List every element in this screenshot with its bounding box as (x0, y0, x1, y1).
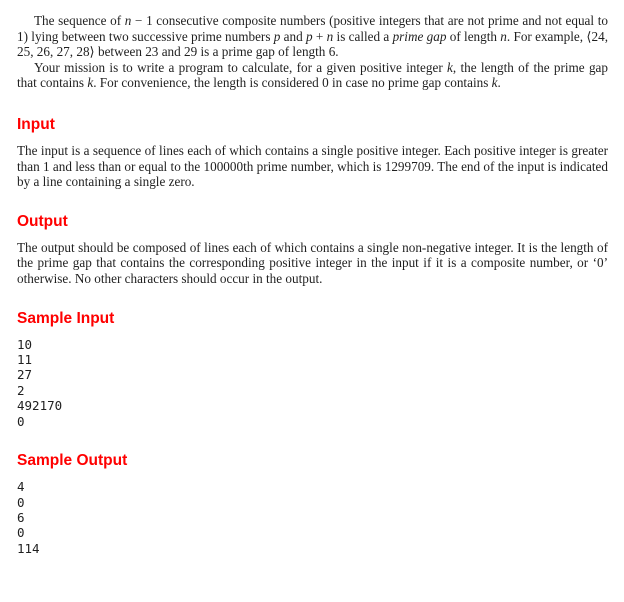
sample-output-block (17, 479, 608, 556)
math-italic-text: k (87, 75, 94, 91)
code-line: 6 (17, 509, 25, 525)
code-line: 4 (17, 479, 25, 495)
text-run: . For convenience, the length is considered 0 in case no prime gap contains (93, 75, 492, 91)
text-run: . (497, 75, 501, 91)
text-run: − 1 consecutive composite numbers (positive integers that are not prime and not equal to 1) lying between two successive prime numbers (17, 13, 608, 44)
text-run: of length (446, 28, 501, 44)
intro-paragraph-1 (17, 13, 608, 60)
output-section-title: Output (17, 212, 68, 230)
text-run: and (280, 28, 306, 44)
code-line: 0 (17, 494, 25, 510)
code-line: 10 (17, 336, 33, 352)
code-line: 0 (17, 413, 25, 429)
math-italic-text: k (491, 75, 498, 91)
sample-input-block (17, 337, 608, 429)
text-run: is called a (333, 28, 393, 44)
text-run: The sequence of (34, 13, 125, 28)
text-run: Your mission is to write a program to calculate, for a given positive integer (34, 59, 448, 75)
text-run: , the length of the prime gap that contains (17, 59, 608, 91)
math-italic-text: n (124, 13, 132, 28)
code-line: 27 (17, 367, 33, 383)
text-run: + (312, 28, 327, 44)
sample-output-section-title: Sample Output (17, 452, 128, 470)
output-description: The output should be composed of lines each of which contains a single non-negative integer. It is the length of the prime gap that contains the corresponding positive integer in the input if it is a composite number, or ‘0’ otherwise. No other characters should occur in the output. (17, 239, 608, 287)
math-italic-text: n (500, 28, 507, 44)
math-italic-text: n (326, 28, 334, 44)
input-section-title: Input (17, 115, 55, 133)
code-line: 2 (17, 382, 25, 398)
input-description: The input is a sequence of lines each of which contains a single positive integer. Each positive integer is greater than 1 and less than or equal to the 100000th prime number, which is 1299709. The end of the input is indicated by a line containing a single zero. (17, 143, 608, 190)
math-italic-text: prime gap (392, 28, 447, 44)
sample-input-section-title: Sample Input (17, 309, 115, 327)
math-italic-text: p (306, 28, 313, 44)
text-run: . For example, ⟨24, 25, 26, 27, 28⟩ between 23 and 29 is a prime gap of length 6. (17, 28, 609, 60)
code-line: 114 (17, 540, 40, 556)
intro-paragraph-2 (17, 60, 608, 91)
math-italic-text: p (273, 28, 281, 44)
code-line: 0 (17, 525, 25, 541)
math-italic-text: k (447, 59, 453, 75)
code-line: 492170 (17, 398, 63, 414)
code-line: 11 (17, 352, 33, 368)
